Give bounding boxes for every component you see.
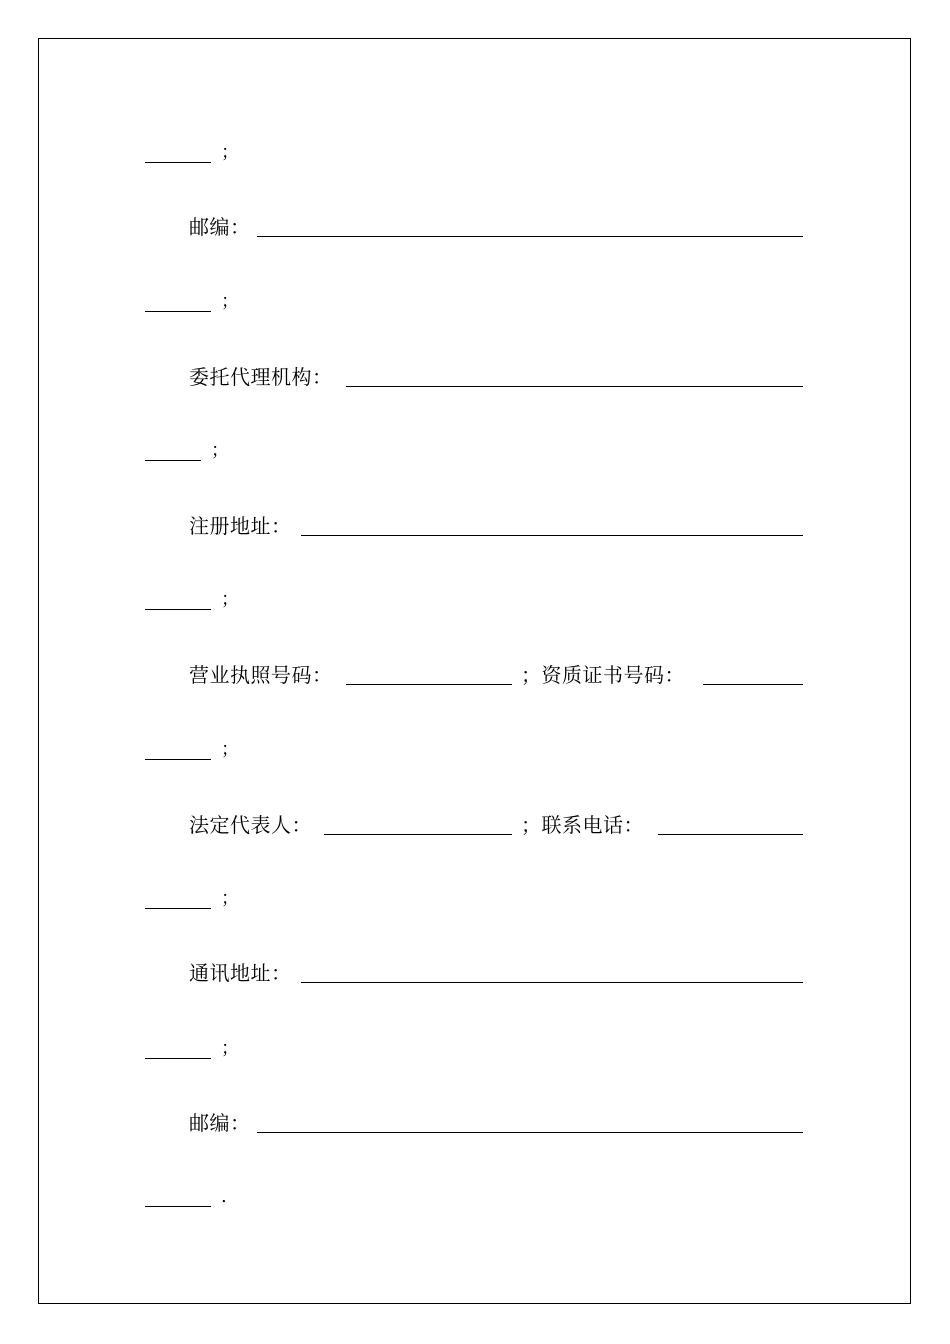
blank-field[interactable] [145,908,211,909]
form-line-agent [0,362,950,392]
blank-field[interactable] [346,386,803,387]
blank-field[interactable] [703,684,803,685]
form-line-continuation-6 [0,884,950,914]
colon: ： [271,514,292,538]
blank-field[interactable] [346,684,512,685]
colon: ： [230,215,251,239]
form-line-continuation-1 [0,138,950,168]
field-label: 营业执照号码 [189,663,312,687]
blank-field[interactable] [145,311,211,312]
semicolon: ； [221,1038,239,1059]
colon: ： [271,961,292,985]
blank-field[interactable] [145,162,211,163]
blank-field[interactable] [145,460,201,461]
field-label: 邮编 [189,1111,230,1135]
blank-field[interactable] [301,535,803,536]
semicolon: ； [521,663,542,687]
blank-field[interactable] [145,1206,211,1207]
semicolon: ； [221,142,239,163]
form-line-continuation-7 [0,1034,950,1064]
form-line-postcode-1 [0,212,950,242]
form-line-mail-address [0,958,950,988]
semicolon: ； [521,813,542,837]
blank-field[interactable] [145,759,211,760]
field-label: 法定代表人 [189,813,292,837]
field-label: 通讯地址 [189,961,271,985]
colon: ： [664,663,685,687]
blank-field[interactable] [257,1132,803,1133]
field-label: 邮编 [189,215,230,239]
form-line-continuation-4 [0,585,950,615]
form-line-legal-rep-phone [0,810,950,840]
colon: ： [312,663,333,687]
semicolon: ； [211,440,229,461]
form-line-license-cert [0,660,950,690]
form-line-final [0,1182,950,1212]
colon: ： [623,813,644,837]
form-line-continuation-3 [0,436,950,466]
period: . [221,1186,227,1207]
semicolon: ； [221,589,239,610]
blank-field[interactable] [145,609,211,610]
blank-field[interactable] [257,236,803,237]
form-line-postcode-2 [0,1108,950,1138]
blank-field[interactable] [324,834,512,835]
semicolon: ； [221,739,239,760]
semicolon: ； [221,888,239,909]
colon: ： [230,1111,251,1135]
form-line-continuation-2 [0,287,950,317]
field-label: 联系电话 [541,813,624,837]
form-line-reg-address [0,511,950,541]
semicolon: ； [221,291,239,312]
colon: ： [312,365,333,389]
field-label: 资质证书号码 [541,663,665,687]
blank-field[interactable] [145,1058,211,1059]
blank-field[interactable] [301,982,803,983]
colon: ： [291,813,312,837]
field-label: 注册地址 [189,514,271,538]
field-label: 委托代理机构 [189,365,312,389]
blank-field[interactable] [658,834,803,835]
form-line-continuation-5 [0,735,950,765]
